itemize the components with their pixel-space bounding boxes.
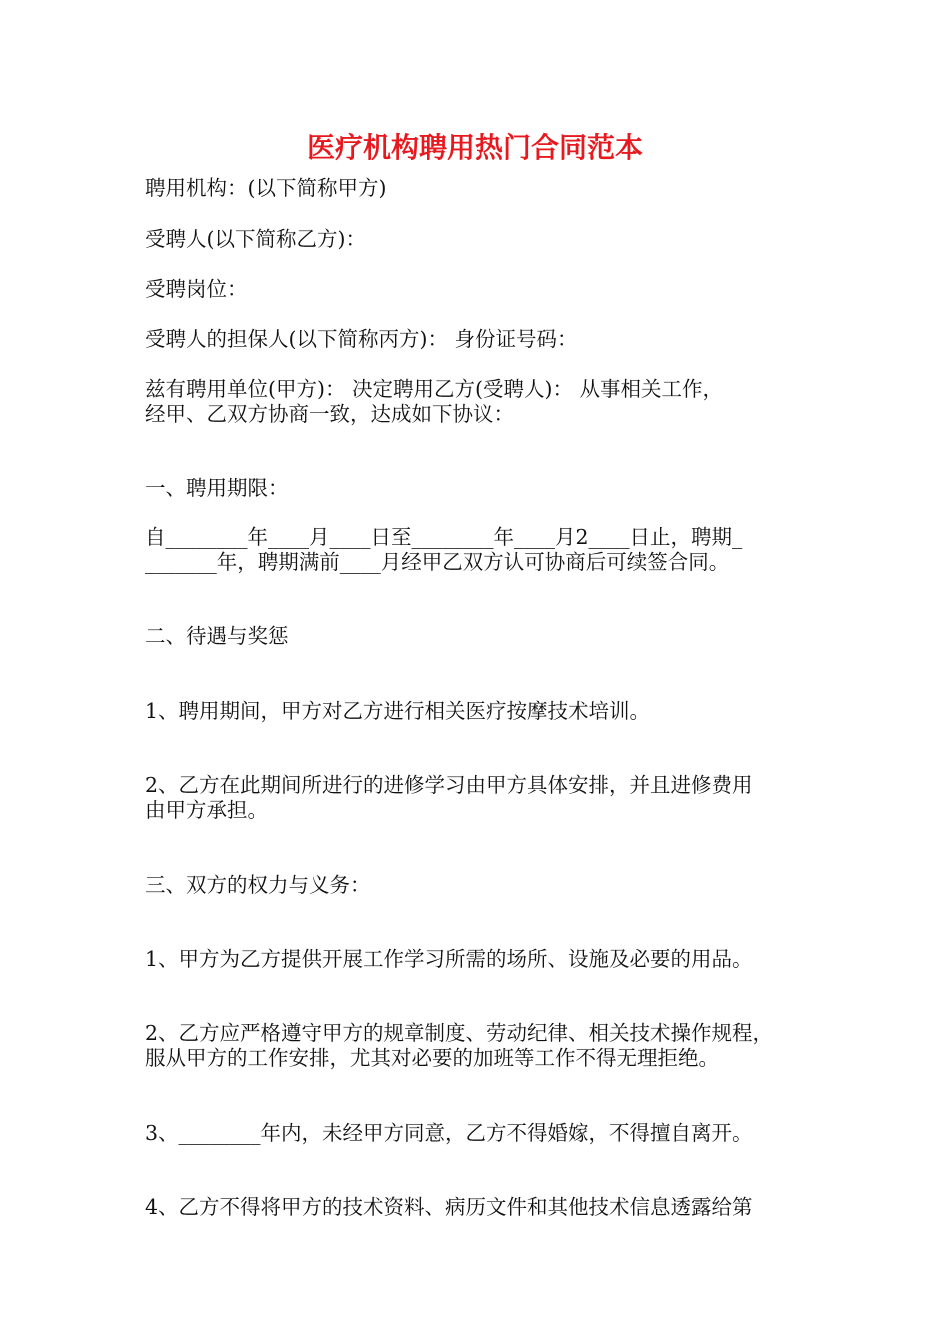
clause-3-2-line-2: 服从甲方的工作安排，尤其对必要的加班等工作不得无理拒绝。 (145, 1046, 719, 1070)
term-line-2: _______年，聘期满前____月经甲乙双方认可协商后可续签合同。 (145, 550, 730, 574)
clause-3-1: 1、甲方为乙方提供开展工作学习所需的场所、设施及必要的用品。 (145, 947, 753, 971)
document-title: 医疗机构聘用热门合同范本 (306, 131, 643, 164)
employee-line: 受聘人(以下简称乙方)： (145, 227, 366, 251)
intro-line-1: 兹有聘用单位(甲方)： 决定聘用乙方(受聘人)： 从事相关工作， (145, 377, 724, 401)
clause-3-4: 4、乙方不得将甲方的技术资料、病历文件和其他技术信息透露给第 (145, 1195, 753, 1219)
clause-2-2-line-2: 由甲方承担。 (145, 798, 268, 822)
intro-line-2: 经甲、乙双方协商一致，达成如下协议： (145, 402, 514, 426)
term-line-1: 自________年____月____日至________年____月2____日止，聘期_ (145, 525, 743, 549)
clause-3-3: 3、________年内，未经甲方同意，乙方不得婚嫁，不得擅自离开。 (145, 1121, 753, 1145)
clause-3-2-line-1: 2、乙方应严格遵守甲方的规章制度、劳动纪律、相关技术操作规程， (145, 1021, 774, 1045)
employer-line: 聘用机构：(以下简称甲方) (145, 176, 387, 200)
section-2-heading: 二、待遇与奖惩 (145, 624, 289, 648)
guarantor-line: 受聘人的担保人(以下简称丙方)： 身份证号码： (145, 327, 578, 351)
section-3-heading: 三、双方的权力与义务： (145, 873, 371, 897)
clause-2-2-line-1: 2、乙方在此期间所进行的进修学习由甲方具体安排，并且进修费用 (145, 773, 753, 797)
clause-2-1: 1、聘用期间，甲方对乙方进行相关医疗按摩技术培训。 (145, 699, 651, 723)
section-1-heading: 一、聘用期限： (145, 476, 289, 500)
position-line: 受聘岗位： (145, 277, 248, 301)
